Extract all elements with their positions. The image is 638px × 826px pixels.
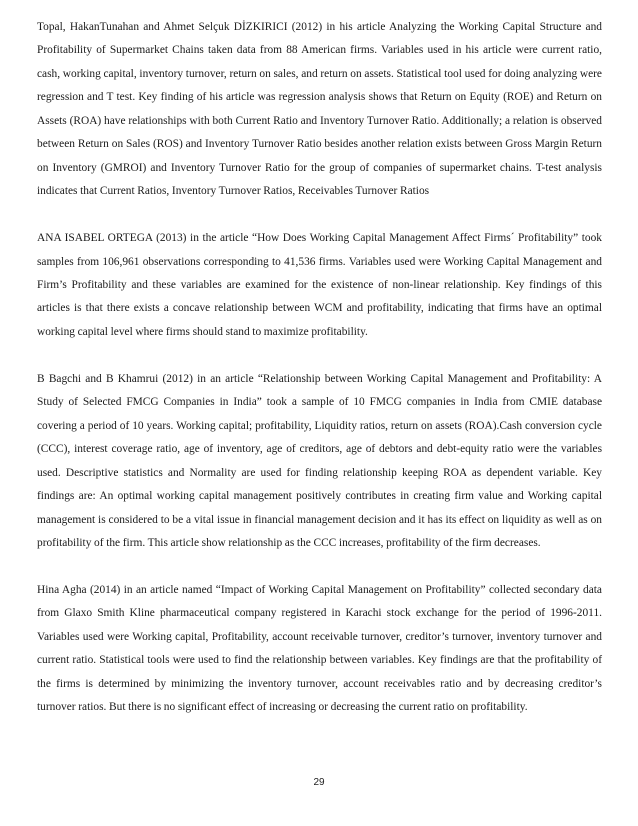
paragraph-topal-dizkirici: Topal, HakanTunahan and Ahmet Selçuk DİZKIRICI (2012) in his article Analyzing the Working Capital Structure and Profitability of Supermarket Chains taken data from 88 American firms. Variables used in his article were current ratio, cash, working capital, inventory turnover, return on sales, and return on assets. Statistical tool used for doing analyzing were regression and T test. Key finding of his article was regression analysis shows that Return on Equity (ROE) and Return on Assets (ROA) have relationships with both Current Ratio and Inventory Turnover Ratio. Additionally; a relation is observed between Return on Sales (ROS) and Inventory Turnover Ratio besides another relation exists between Gross Margin Return on Inventory (GMROI) and Inventory Turnover Ratio for the group of companies of supermarket chains. T-test analysis indicates that Current Ratios, Inventory Turnover Ratios, Receivables Turnover Ratios xyxy=(37,21,602,198)
paragraph-hina-agha: Hina Agha (2014) in an article named “Impact of Working Capital Management on Profitability” collected secondary data from Glaxo Smith Kline pharmaceutical company registered in Karachi stock exchange for the period of 1996-2011. Variables used were Working capital, Profitability, account receivable turnover, creditor’s turnover, inventory turnover and current ratio. Statistical tools were used to find the relationship between variables. Key findings are that the profitability of the firms is determined by minimizing the inventory turnover, account receivables ratio and by decreasing creditor’s turnover ratios. But there is no significant effect of increasing or decreasing the current ratio on profitability. xyxy=(37,584,602,714)
page-number: 29 xyxy=(313,777,325,788)
paragraph-ortega: ANA ISABEL ORTEGA (2013) in the article “How Does Working Capital Management Affect Firms´ Profitability” took samples from 106,961 observations corresponding to 41,536 firms. Variables used were Working Capital Management and Firm’s Profitability and these variables are examined for the existence of non-linear relationship. Key findings of this articles is that there exists a concave relationship between WCM and profitability, indicating that firms have an optimal working capital level where firms should stand to maximize profitability. xyxy=(37,232,602,338)
document-page xyxy=(37,16,602,743)
paragraph-bagchi-khamrui: B Bagchi and B Khamrui (2012) in an article “Relationship between Working Capital Management and Profitability: A Study of Selected FMCG Companies in India” took a sample of 10 FMCG companies in India from CMIE database covering a period of 10 years. Working capital; profitability, Liquidity ratios, return on assets (ROA).Cash conversion cycle (CCC), interest coverage ratio, age of inventory, age of creditors, age of debtors and debt-equity ratio were the variables used. Descriptive statistics and Normality are used for finding relationship keeping ROA as dependent variable. Key findings are: An optimal working capital management positively contributes in creating firm value and Working capital management is considered to be a vital issue in financial management decision and it has its effect on liquidity as well as on profitability of the firm. This article show relationship as the CCC increases, profitability of the firm decreases. xyxy=(37,372,602,550)
